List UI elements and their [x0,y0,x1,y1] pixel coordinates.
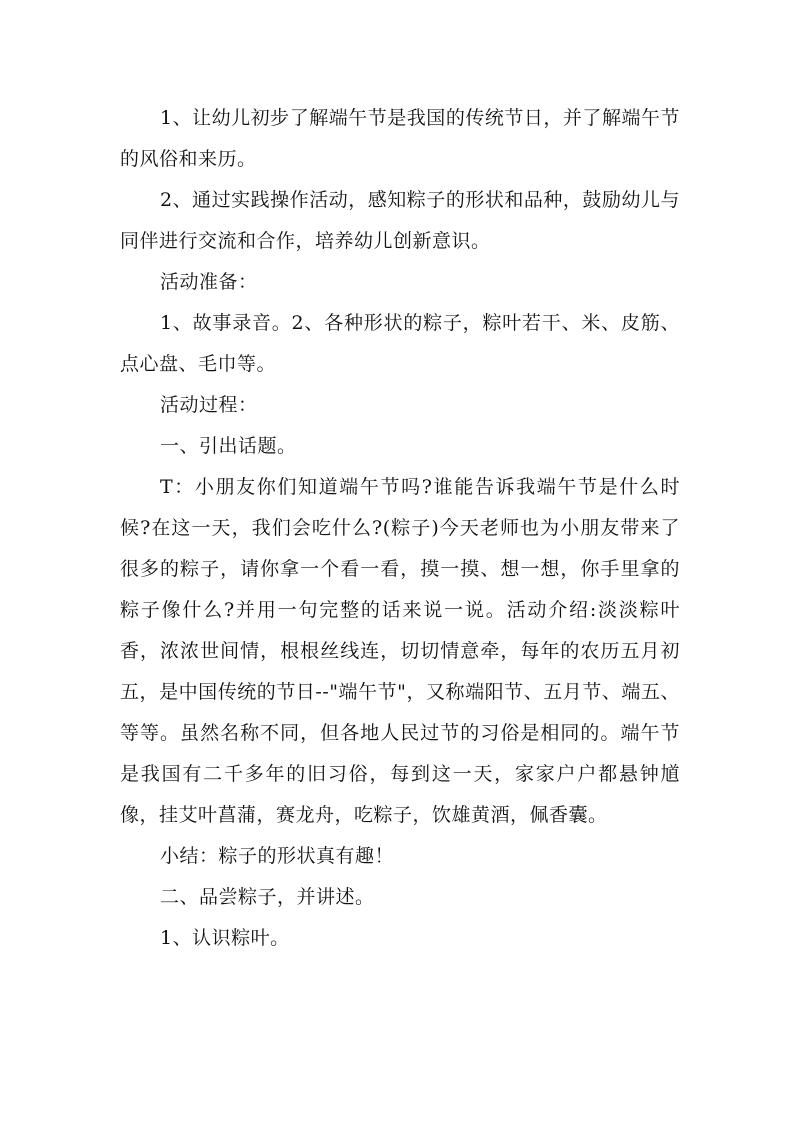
teacher-dialogue-paragraph: T：小朋友你们知道端午节吗?谁能告诉我端午节是什么时候?在这一天，我们会吃什么?(粽子)今天老师也为小朋友带来了很多的粽子，请你拿一个看一看，摸一摸、想一想，你手里拿的粽子像什么?并用一句完整的话来说一说。活动介绍:淡淡粽叶香，浓浓世间情，根根丝线连，切切情意牵，每年的农历五月初五，是中国传统的节日--"端午节"，又称端阳节、五月节、端五、等等。虽然名称不同，但各地人民过节的习俗是相同的。端午节是我国有二千多年的旧习俗，每到这一天，家家户户都悬钟馗像，挂艾叶菖蒲，赛龙舟，吃粽子，饮雄黄酒，佩香囊。 [120,476,680,826]
summary-paragraph: 小结：粽子的形状真有趣！ [160,845,395,867]
objective-1-paragraph: 1、让幼儿初步了解端午节是我国的传统节日，并了解端午节的风俗和来历。 [120,107,680,170]
substep-1-paragraph: 1、认识粽叶。 [160,927,290,949]
step-1-heading: 一、引出话题。 [160,435,297,457]
document-body [120,98,680,959]
preparation-heading: 活动准备： [160,271,258,293]
process-heading: 活动过程： [160,394,258,416]
step-2-heading: 二、品尝粽子，并讲述。 [160,886,375,908]
objective-2-paragraph: 2、通过实践操作活动，感知粽子的形状和品种，鼓励幼儿与同伴进行交流和合作，培养幼儿创新意识。 [120,189,680,252]
preparation-list-paragraph: 1、故事录音。2、各种形状的粽子，粽叶若干、米、皮筋、点心盘、毛巾等。 [120,312,680,375]
